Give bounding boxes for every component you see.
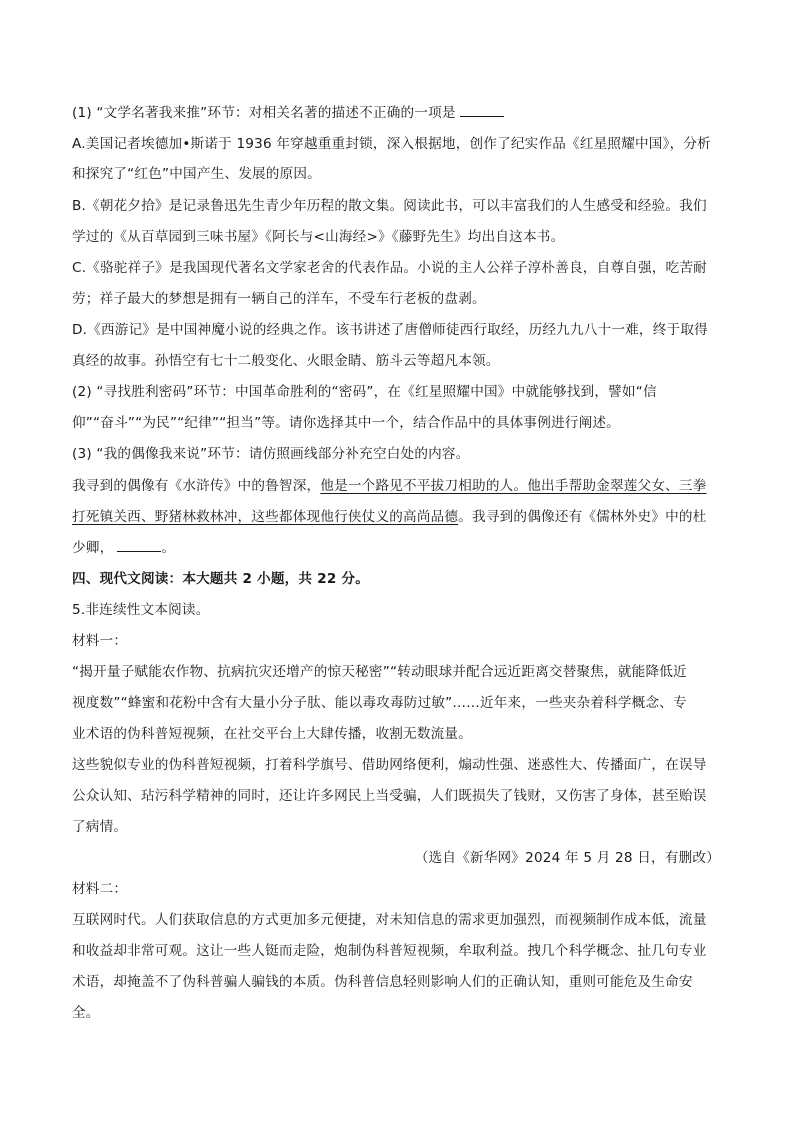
material-1-line: 公众认知、玷污科学精神的同时，还让许多网民上当受骗，人们既损失了钱财，又伤害了身体，甚至贻误 xyxy=(72,788,707,804)
q1-stem xyxy=(72,103,504,123)
q1-option-c-line2: 劳；祥子最大的梦想是拥有一辆自己的洋车，不受车行老板的盘剥。 xyxy=(72,291,486,307)
q1-stem-text: (1) “文学名著我来推”环节：对相关名著的描述不正确的一项是 xyxy=(72,105,456,121)
q3-line3 xyxy=(72,507,707,527)
q1-option-b-line1: B.《朝花夕拾》是记录鲁迅先生青少年历程的散文集。阅读此书，可以丰富我们的人生感受和经验。我们 xyxy=(72,198,707,214)
section-heading: 四、现代文阅读：本大题共 2 小题，共 22 分。 xyxy=(72,571,369,587)
q2-line2: 仰”“奋斗”“为民”“纪律”“担当”等。请你选择其中一个，结合作品中的具体事例进行阐述。 xyxy=(72,415,620,431)
q3-text: 。 xyxy=(161,540,176,556)
q1-option-b-line2: 学过的《从百草园到三味书屋》《阿长与<山海经>》《藤野先生》均出自这本书。 xyxy=(72,229,565,245)
answer-blank[interactable] xyxy=(460,103,504,117)
q1-option-d-line1: D.《西游记》是中国神魔小说的经典之作。该书讲述了唐僧师徒西行取经，历经九九八十一难，终于取得 xyxy=(72,322,708,338)
material-1-source: （选自《新华网》2024 年 5 月 28 日，有删改） xyxy=(414,850,720,866)
q3-text: 。我寻到的偶像还有《儒林外史》中的杜 xyxy=(458,509,707,525)
material-1-line: 这些貌似专业的伪科普短视频，打着科学旗号、借助网络便利，煽动性强、迷惑性大、传播面广，在误导 xyxy=(72,757,707,773)
material-2-line: 互联网时代。人们获取信息的方式更加多元便捷，对未知信息的需求更加强烈，而视频制作成本低，流量 xyxy=(72,912,707,928)
q1-option-a-line2: 和探究了“红色”中国产生、发展的原因。 xyxy=(72,166,321,182)
material-2-line: 和收益却非常可观。这让一些人铤而走险，炮制伪科普短视频，牟取利益。拽几个科学概念、扯几句专业 xyxy=(72,943,707,959)
material-1-line: 业术语的伪科普短视频，在社交平台上大肆传播，收割无数流量。 xyxy=(72,726,473,742)
q3-text: 我寻到的偶像有《水浒传》中的鲁智深， xyxy=(72,478,321,494)
q1-option-c-line1: C.《骆驼祥子》是我国现代著名文学家老舍的代表作品。小说的主人公祥子淳朴善良，自尊自强，吃苦耐 xyxy=(72,260,707,276)
q3-line2 xyxy=(72,476,707,496)
q3-line4 xyxy=(72,538,175,558)
material-2-line: 术语，却掩盖不了伪科普骗人骗钱的本质。伪科普信息轻则影响人们的正确认知，重则可能危及生命安 xyxy=(72,974,693,990)
q3-underlined-text: 他是一个路见不平拔刀相助的人。他出手帮助金翠莲父女、三拳 xyxy=(320,478,707,494)
q3-underlined-text: 打死镇关西、野猪林救林冲，这些都体现他行侠仗义的高尚品德 xyxy=(72,509,459,525)
q1-option-d-line2: 真经的故事。孙悟空有七十二般变化、火眼金睛、筋斗云等超凡本领。 xyxy=(72,353,500,369)
material-1-label: 材料一： xyxy=(72,633,128,649)
material-1-line: 了病情。 xyxy=(72,819,128,835)
q2-line1: (2) “寻找胜利密码”环节：中国革命胜利的“密码”，在《红星照耀中国》中就能够找到，譬如“信 xyxy=(72,384,657,400)
q3-line1: (3) “我的偶像我来说”环节：请仿照画线部分补充空白处的内容。 xyxy=(72,446,470,462)
q1-option-a-line1: A.美国记者埃德加•斯诺于 1936 年穿越重重封锁，深入根据地，创作了纪实作品《红星照耀中国》，分析 xyxy=(72,136,711,152)
answer-blank[interactable] xyxy=(117,538,161,552)
material-2-label: 材料二： xyxy=(72,881,128,897)
material-1-line: 视度数”“蜂蜜和花粉中含有大量小分子肽、能以毒攻毒防过敏”……近年来，一些夹杂着科学概念、专 xyxy=(72,695,687,711)
material-2-line: 全。 xyxy=(72,1005,100,1021)
material-1-line: “揭开量子赋能农作物、抗病抗灾还增产的惊天秘密”“转动眼球并配合远近距离交替聚焦，就能降低近 xyxy=(72,664,687,680)
q5-title: 5.非连续性文本阅读。 xyxy=(72,602,210,618)
q3-text: 少卿， xyxy=(72,540,114,556)
